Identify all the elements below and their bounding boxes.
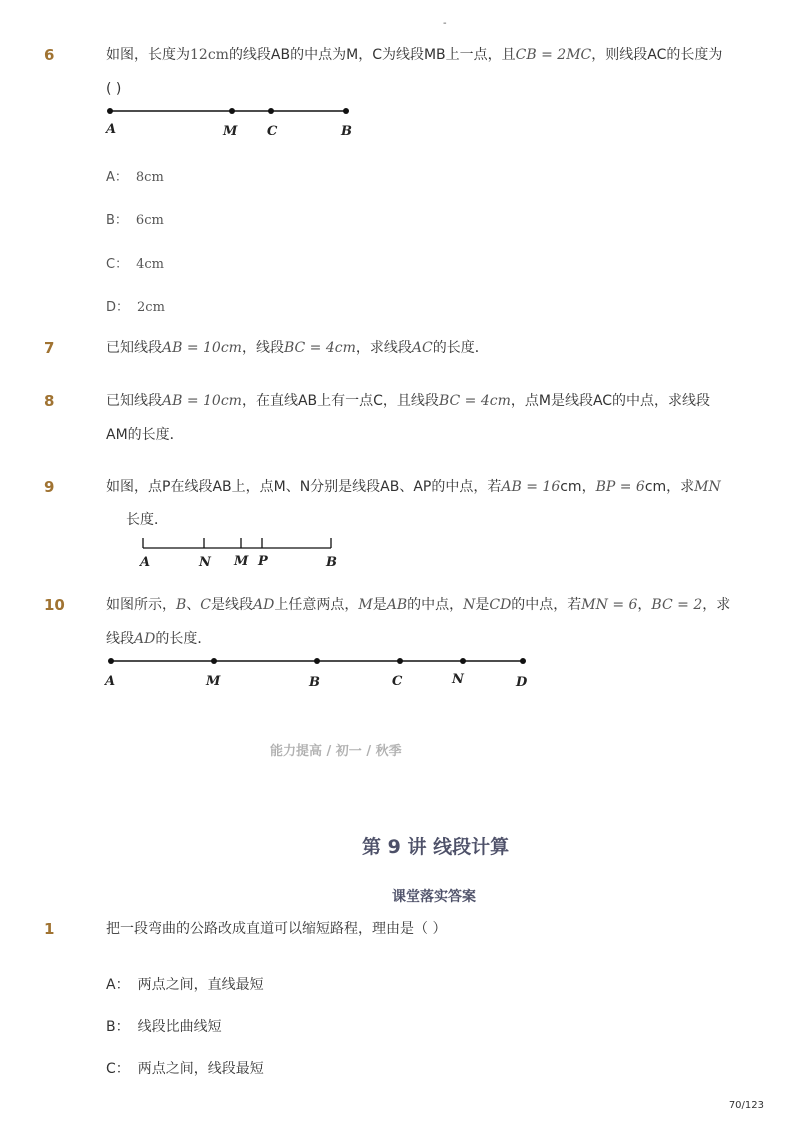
- answer-number-1: 1: [44, 920, 55, 938]
- q10-e7: CD: [489, 597, 512, 613]
- question-number-10: 10: [44, 596, 65, 614]
- q6-label-a: A: [106, 122, 117, 137]
- q10-line2-e: AD: [134, 631, 156, 647]
- q7-eq3: AC: [411, 340, 433, 356]
- q10-label-m: M: [206, 674, 221, 689]
- q6-point-a: [107, 108, 113, 114]
- question-6-line2: ( ): [106, 81, 122, 97]
- course-tag: 能力提高 / 初一 / 秋季: [270, 744, 402, 759]
- a1-option-a-value: 两点之间，直线最短: [137, 977, 264, 993]
- a1-option-a[interactable]: [106, 974, 264, 994]
- question-8-line2: AM的长度．: [106, 427, 184, 443]
- q8-text-a: 已知线段: [106, 393, 162, 409]
- q8-text-c: ，点M是线段AC的中点，求线段: [510, 393, 711, 409]
- q9-label-n: N: [199, 555, 211, 570]
- q10-label-d: D: [516, 675, 528, 690]
- q6-length: 12cm: [190, 47, 229, 63]
- header-mark: -: [443, 18, 447, 29]
- q8-eq1: AB = 10cm: [162, 393, 242, 409]
- q8-eq2: BC = 4cm: [438, 393, 511, 409]
- question-number-8: 8: [44, 392, 55, 410]
- q10-e9: BC = 2: [651, 597, 703, 613]
- q10-e1: B: [176, 597, 187, 613]
- q6-option-b-value: 6cm: [135, 213, 164, 228]
- q6-point-c: [268, 108, 274, 114]
- q9-eq3: MN: [694, 479, 721, 495]
- q6-point-m: [229, 108, 235, 114]
- q7-eq2: BC = 4cm: [283, 340, 356, 356]
- q6-option-b-key: B：: [106, 213, 128, 228]
- q10-figure: [102, 650, 532, 694]
- q6-option-a[interactable]: [106, 166, 164, 185]
- a1-option-c-value: 两点之间，线段最短: [137, 1061, 264, 1077]
- q10-point-m: [211, 658, 217, 664]
- q6-label-m: M: [223, 124, 238, 139]
- q10-point-d: [520, 658, 526, 664]
- q6-equation: CB = 2MC: [515, 47, 592, 63]
- question-number-6: 6: [44, 46, 55, 64]
- q9-eq1: AB = 16: [501, 479, 561, 495]
- q10-text-e: 是: [372, 597, 387, 613]
- question-7-text: [106, 331, 489, 365]
- q10-e4: M: [358, 597, 373, 613]
- q9-label-a: A: [140, 555, 151, 570]
- q6-label-b: B: [341, 124, 352, 139]
- q9-unit1: cm，: [560, 479, 596, 495]
- q10-text-c: 是线段: [211, 597, 254, 613]
- q6-option-a-key: A：: [106, 170, 128, 185]
- q6-text-b: 的线段AB的中点为M，C为线段MB上一点，且: [228, 47, 516, 63]
- q6-option-c-key: C：: [106, 257, 129, 272]
- q10-text-g: 是: [475, 597, 490, 613]
- q6-option-b[interactable]: [106, 209, 164, 228]
- a1-option-a-key: A：: [106, 977, 130, 993]
- section-title: 课堂落实答案: [392, 889, 476, 905]
- q10-text-i: ，: [637, 597, 652, 613]
- q10-text-d: 上任意两点，: [274, 597, 359, 613]
- q10-text-a: 如图所示，: [106, 597, 176, 613]
- q6-option-d-key: D：: [106, 300, 130, 315]
- q10-text-b: 、: [186, 597, 201, 613]
- question-9-line1: [106, 470, 721, 504]
- a1-option-b-key: B：: [106, 1019, 130, 1035]
- q9-label-m: M: [234, 554, 249, 569]
- q10-label-a: A: [105, 674, 116, 689]
- q10-e3: AD: [253, 597, 275, 613]
- a1-option-b[interactable]: [106, 1016, 222, 1036]
- q10-label-c: C: [392, 674, 403, 689]
- q10-point-b: [314, 658, 320, 664]
- a1-option-b-value: 线段比曲线短: [137, 1019, 222, 1035]
- q6-option-a-value: 8cm: [135, 170, 164, 185]
- question-6-line1: [106, 38, 722, 72]
- q10-e5: AB: [386, 597, 408, 613]
- q10-point-n: [460, 658, 466, 664]
- q6-label-c: C: [267, 124, 278, 139]
- lesson-title: 第 9 讲 线段计算: [362, 836, 510, 858]
- a1-option-c-key: C：: [106, 1061, 130, 1077]
- q10-e8: MN = 6: [581, 597, 638, 613]
- q6-option-d[interactable]: [106, 296, 165, 315]
- q7-text-a: 已知线段: [106, 340, 162, 356]
- q10-e2: C: [200, 597, 212, 613]
- q9-unit2: cm，求: [644, 479, 695, 495]
- q6-text-c: ，则线段AC的长度为: [591, 47, 723, 63]
- q7-text-c: ，求线段: [355, 340, 412, 356]
- question-10-line1: [106, 588, 730, 622]
- q7-eq1: AB = 10cm: [162, 340, 242, 356]
- q10-line2-a: 线段: [106, 631, 134, 647]
- q6-option-c-value: 4cm: [136, 257, 164, 272]
- q6-option-d-value: 2cm: [137, 300, 165, 315]
- answer-1-text: 把一段弯曲的公路改成直道可以缩短路程，理由是（ ）: [106, 921, 447, 937]
- q10-label-b: B: [309, 675, 320, 690]
- q9-label-p: P: [258, 554, 268, 569]
- q7-text-b: ，线段: [241, 340, 284, 356]
- question-number-9: 9: [44, 478, 55, 496]
- q6-point-b: [343, 108, 349, 114]
- q9-eq2: BP = 6: [595, 479, 645, 495]
- q8-text-b: ，在直线AB上有一点C，且线段: [241, 393, 439, 409]
- question-number-7: 7: [44, 339, 55, 357]
- q10-text-j: ，求: [702, 597, 731, 613]
- q10-line2-b: 的长度．: [155, 631, 212, 647]
- question-9-line2: 长度．: [126, 512, 168, 528]
- q9-text-a: 如图，点P在线段AB上，点M、N分别是线段AB、AP的中点，若: [106, 479, 502, 495]
- q9-figure: [136, 534, 346, 574]
- a1-option-c[interactable]: [106, 1058, 264, 1078]
- q10-point-c: [397, 658, 403, 664]
- page-number: 70/123: [728, 1100, 764, 1111]
- q10-label-n: N: [452, 672, 464, 687]
- question-8-line1: [106, 384, 710, 418]
- q9-label-b: B: [326, 555, 337, 570]
- q6-figure: [100, 100, 370, 144]
- q6-option-c[interactable]: [106, 253, 164, 272]
- q10-point-a: [108, 658, 114, 664]
- q10-text-f: 的中点，: [407, 597, 464, 613]
- q10-text-h: 的中点，若: [511, 597, 582, 613]
- q6-text-a: 如图，长度为: [106, 47, 190, 63]
- q7-text-d: 的长度．: [432, 340, 489, 356]
- q10-e6: N: [463, 597, 476, 613]
